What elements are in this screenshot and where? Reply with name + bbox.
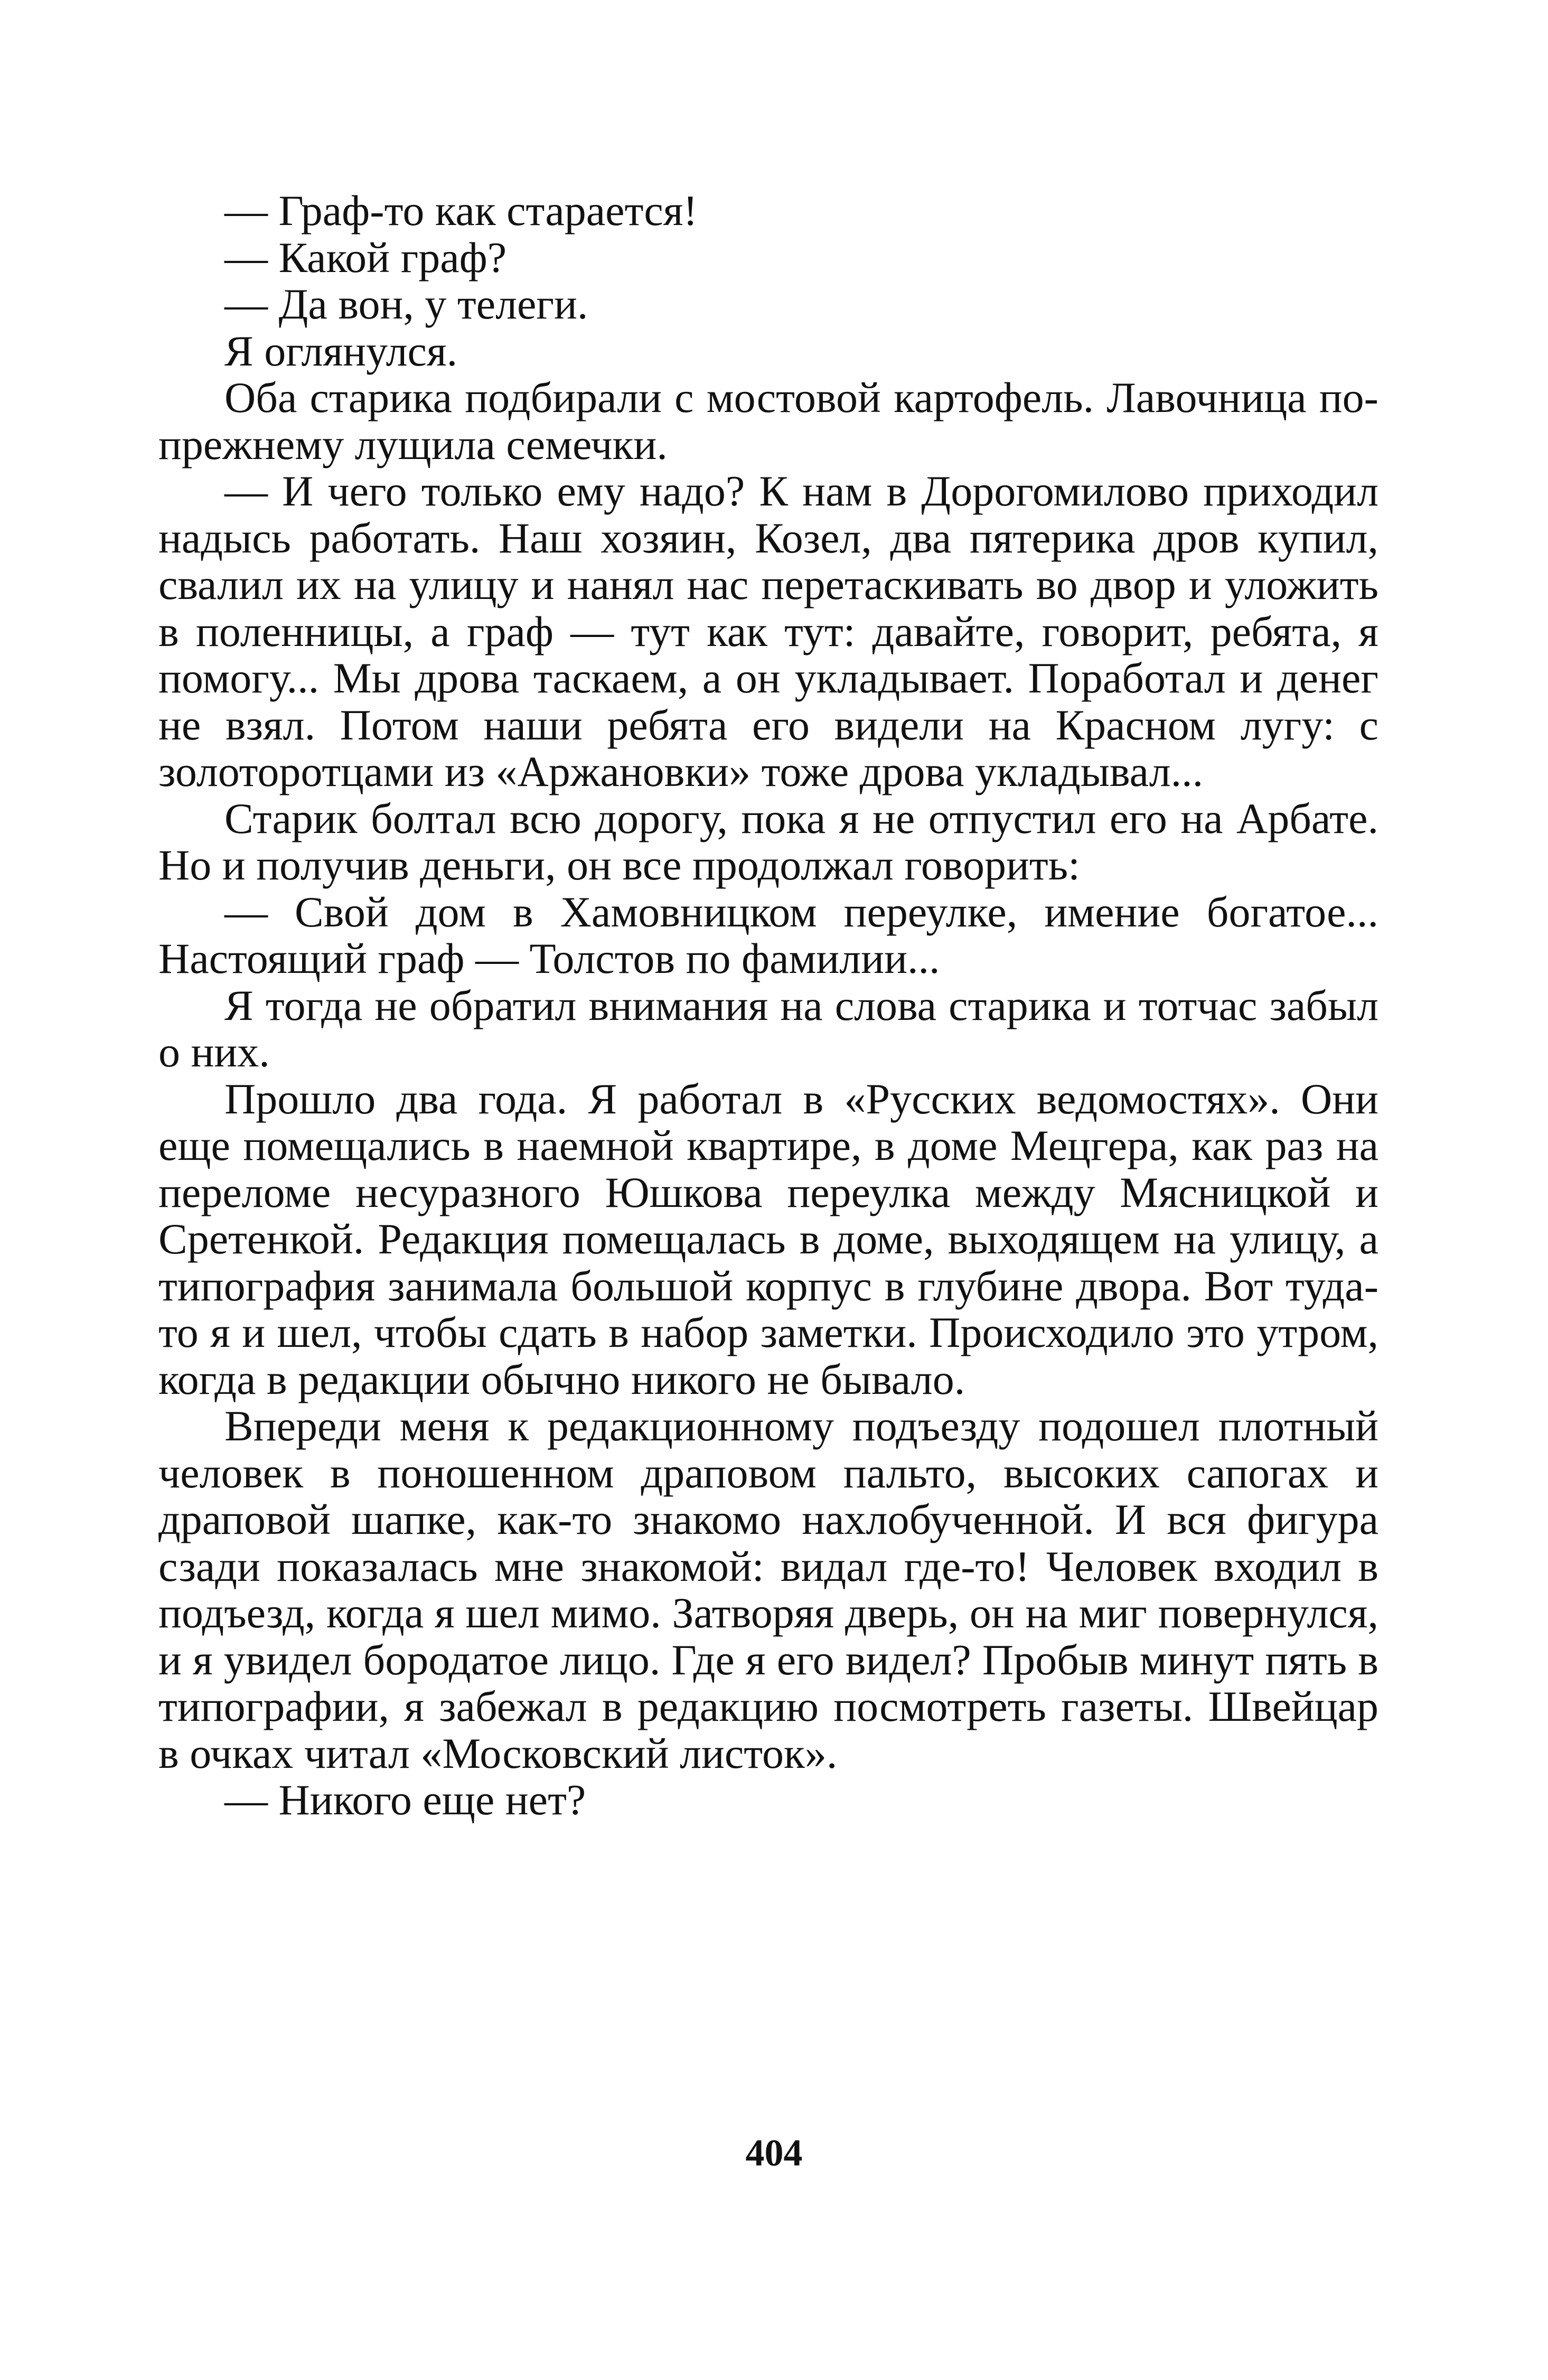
paragraph: — Граф-то как старается! xyxy=(224,186,698,235)
paragraph: — Какой граф? xyxy=(224,233,507,282)
paragraph: Я оглянулся. xyxy=(224,326,458,375)
paragraph: — Да вон, у телеги. xyxy=(224,280,588,328)
paragraph: — И чего только ему надо? К нам в Дорогомилово приходил надысь работать. Наш хозяин, Козел, два пятерика дров купил, свалил их на улицу и нанял нас перетаскивать во двор и уложить в поленницы, а граф — тут как тут: давайте, говорит, ребята, я помогу... Мы дрова таскаем, а он укладывает. Поработал и денег не взял. Потом наши ребята его видели на Красном лугу: с золоторотцами из «Аржановки» тоже дрова укладывал... xyxy=(158,467,1378,795)
paragraph: Я тогда не обратил внимания на слова старика и тотчас забыл о них. xyxy=(158,981,1378,1076)
paragraph: Старик болтал всю дорогу, пока я не отпустил его на Арбате. Но и получив деньги, он все продолжал говорить: xyxy=(158,794,1378,889)
paragraph: Оба старика подбирали с мостовой картофель. Лавочница по-прежнему лущила семечки. xyxy=(158,373,1378,468)
page-text xyxy=(158,188,1378,1824)
page-number: 404 xyxy=(745,2132,803,2174)
paragraph: — Свой дом в Хамовницком переулке, имение богатое... Настоящий граф — Толстов по фамилии... xyxy=(158,887,1378,982)
paragraph: Впереди меня к редакционному подъезду подошел плотный человек в поношенном драповом пальто, высоких сапогах и драповой шапке, как-то знакомо нахлобученной. И вся фигура сзади показалась мне знакомой: видал где-то! Человек входил в подъезд, когда я шел мимо. Затворяя дверь, он на миг повернулся, и я увидел бородатое лицо. Где я его видел? Пробыв минут пять в типографии, я забежал в редакцию посмотреть газеты. Швейцар в очках читал «Московский листок». xyxy=(158,1402,1378,1777)
paragraph: — Никого еще нет? xyxy=(224,1776,586,1824)
paragraph: Прошло два года. Я работал в «Русских ведомостях». Они еще помещались в наемной квартире, в доме Мецгера, как раз на переломе несуразного Юшкова переулка между Мясницкой и Сретенкой. Редакция помещалась в доме, выходящем на улицу, а типография занимала большой корпус в глубине двора. Вот туда-то я и шел, чтобы сдать в набор заметки. Происходило это утром, когда в редакции обычно никого не бывало. xyxy=(158,1074,1378,1403)
